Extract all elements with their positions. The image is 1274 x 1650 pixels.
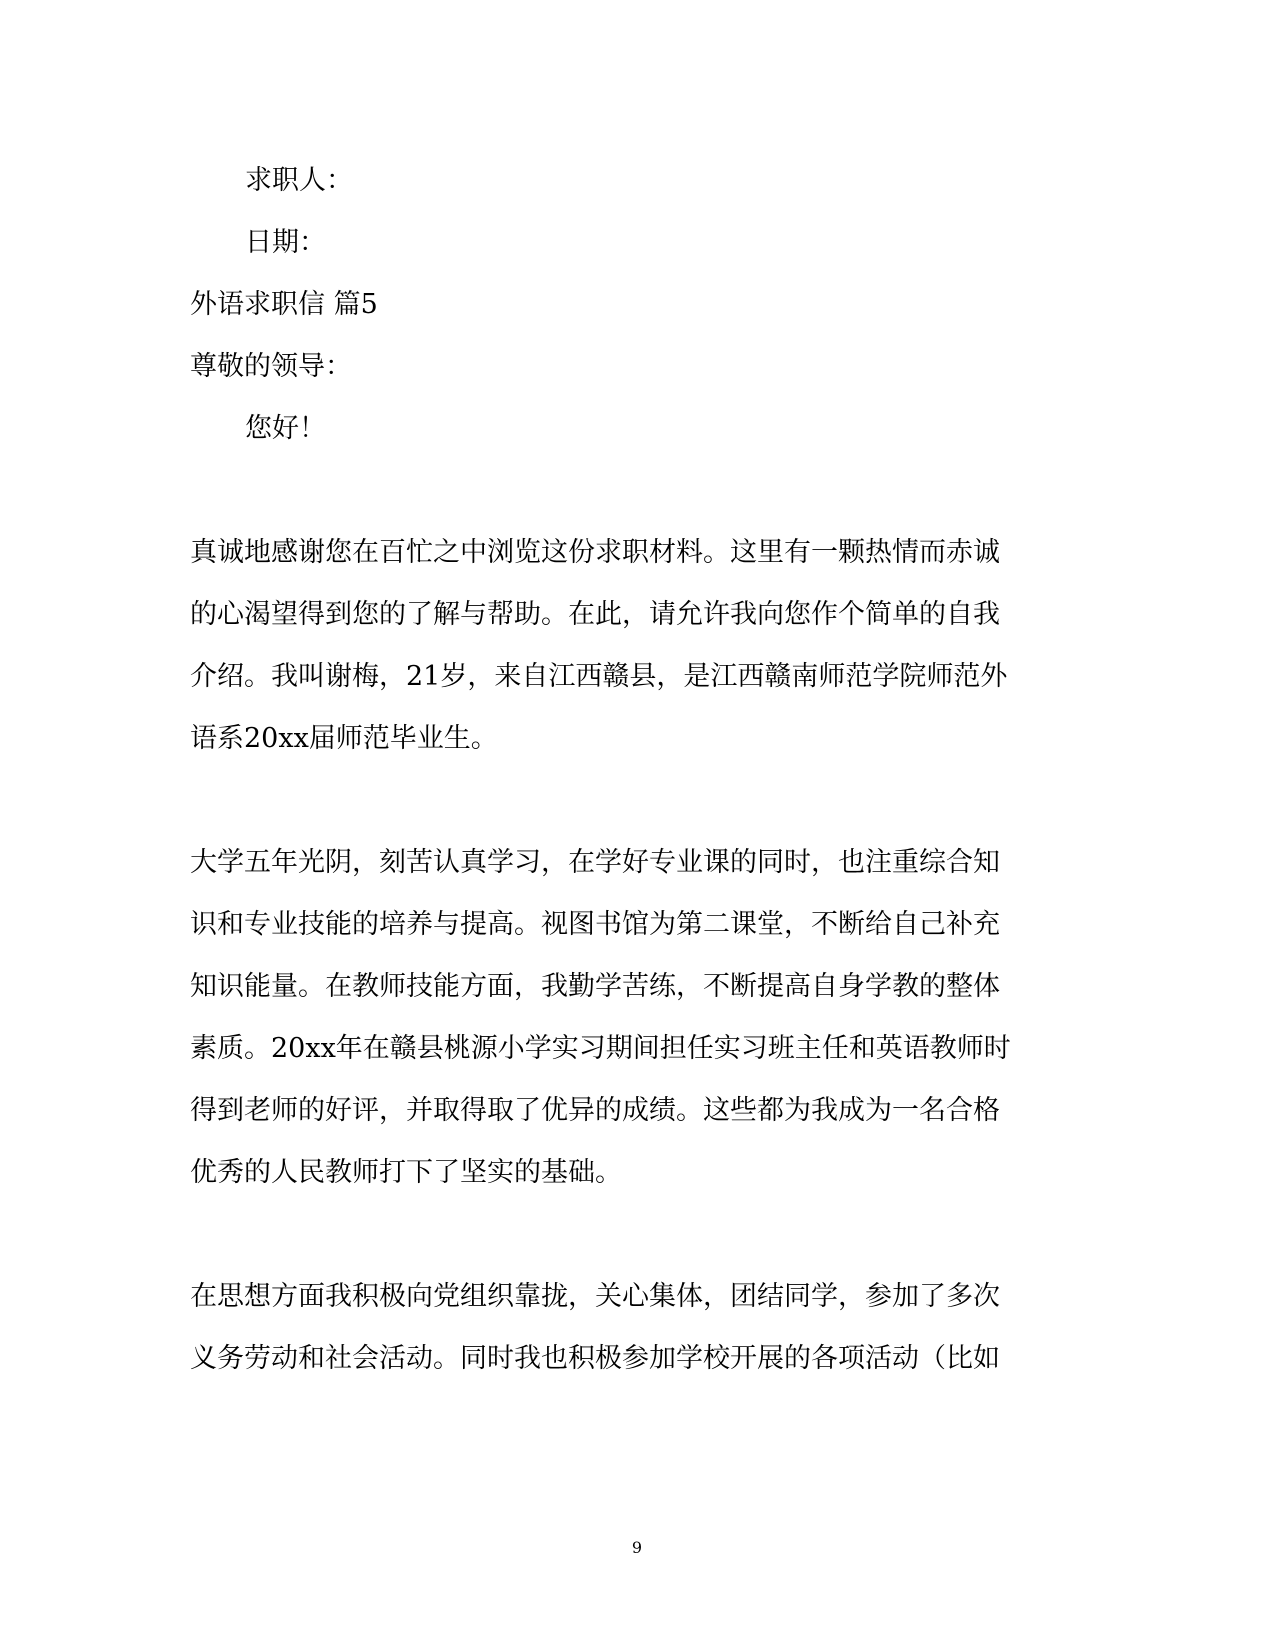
greeting: 您好！ xyxy=(245,413,326,444)
paragraph-2-line-3: 知识能量。在教师技能方面，我勤学苦练，不断提高自身学教的整体 xyxy=(190,971,1000,1002)
applicant-label: 求职人： xyxy=(245,165,353,196)
letter-title: 外语求职信 篇5 xyxy=(190,289,378,320)
salutation: 尊敬的领导： xyxy=(190,351,352,382)
paragraph-1-line-3: 介绍。我叫谢梅，21岁，来自江西赣县，是江西赣南师范学院师范外 xyxy=(190,661,1008,692)
paragraph-2-line-2: 识和专业技能的培养与提高。视图书馆为第二课堂，不断给自己补充 xyxy=(190,909,1000,940)
paragraph-2-line-6: 优秀的人民教师打下了坚实的基础。 xyxy=(190,1157,622,1188)
paragraph-2-line-4: 素质。20xx年在赣县桃源小学实习期间担任实习班主任和英语教师时 xyxy=(190,1033,1011,1064)
page-number: 9 xyxy=(631,1538,643,1557)
paragraph-2-line-1: 大学五年光阴，刻苦认真学习，在学好专业课的同时，也注重综合知 xyxy=(190,847,1000,878)
paragraph-1-line-2: 的心渴望得到您的了解与帮助。在此，请允许我向您作个简单的自我 xyxy=(190,599,1000,630)
paragraph-2-line-5: 得到老师的好评，并取得取了优异的成绩。这些都为我成为一名合格 xyxy=(190,1095,1000,1126)
date-label: 日期： xyxy=(245,227,326,258)
paragraph-3-line-1: 在思想方面我积极向党组织靠拢，关心集体，团结同学，参加了多次 xyxy=(190,1281,1000,1312)
paragraph-1-line-4: 语系20xx届师范毕业生。 xyxy=(190,723,498,754)
paragraph-1-line-1: 真诚地感谢您在百忙之中浏览这份求职材料。这里有一颗热情而赤诚 xyxy=(190,537,1000,568)
paragraph-3-line-2: 义务劳动和社会活动。同时我也积极参加学校开展的各项活动（比如 xyxy=(190,1343,1000,1374)
